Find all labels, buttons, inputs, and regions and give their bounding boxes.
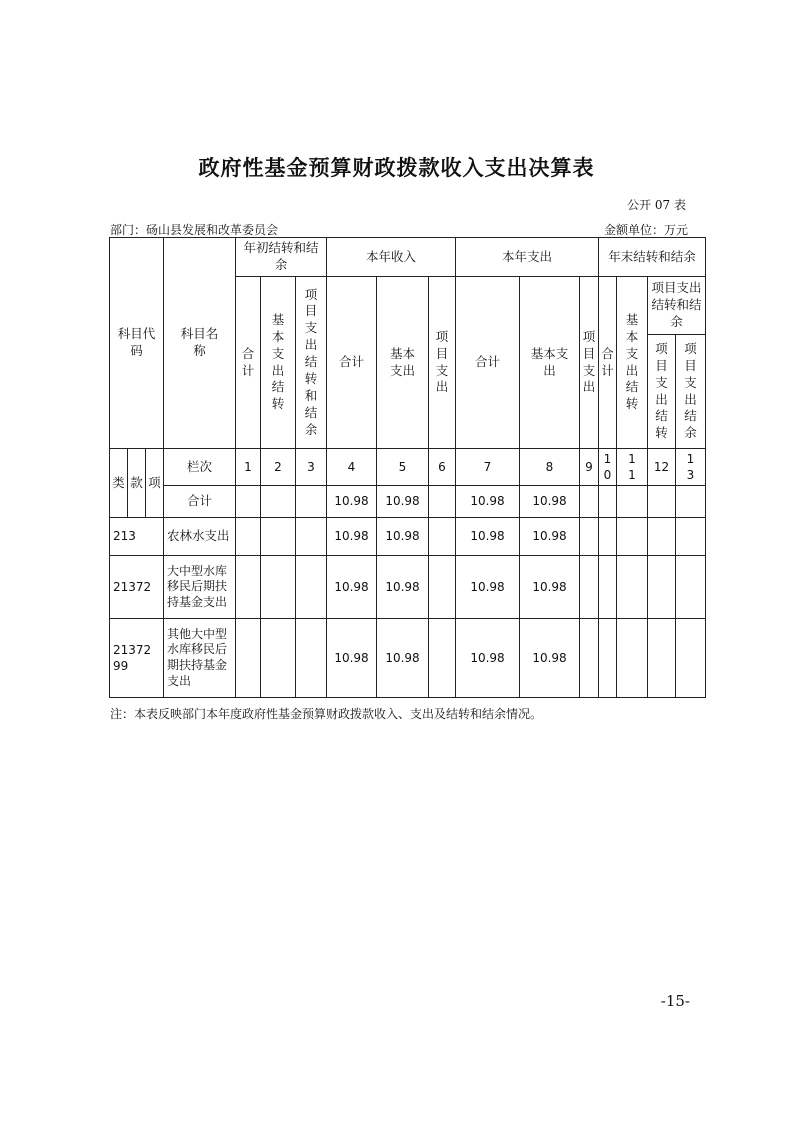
cell-value: 10.98 xyxy=(327,518,377,556)
cell-value: 10.98 xyxy=(456,556,520,619)
table-row xyxy=(110,556,706,619)
header-income-group: 本年收入 xyxy=(327,238,456,277)
cell-value: 10.98 xyxy=(520,619,580,698)
header-begin-total: 合计 xyxy=(236,277,261,449)
cell-value: 10.98 xyxy=(377,619,429,698)
table-note: 注：本表反映部门本年度政府性基金预算财政拨款收入、支出及结转和结余情况。 xyxy=(110,707,543,721)
row-code: 213 xyxy=(110,518,164,556)
header-name: 科目名称 xyxy=(164,238,236,449)
col-number: 8 xyxy=(520,449,580,486)
col-number: 13 xyxy=(676,449,706,486)
cell-value: 10.98 xyxy=(327,619,377,698)
row-name: 大中型水库移民后期扶持基金支出 xyxy=(164,556,236,619)
col-number: 7 xyxy=(456,449,520,486)
cell-value: 10.98 xyxy=(377,518,429,556)
header-end-project-group: 项目支出结转和结余 xyxy=(648,277,706,335)
header-lei: 类 xyxy=(110,449,128,518)
header-kuan: 款 xyxy=(128,449,146,518)
header-expense-total: 合计 xyxy=(456,277,520,449)
table-row xyxy=(110,486,706,518)
cell-value: 10.98 xyxy=(520,518,580,556)
header-end-project-balance: 项目支出结余 xyxy=(676,335,706,449)
row-code: 21372 xyxy=(110,556,164,619)
row-name: 合计 xyxy=(164,486,236,518)
row-name: 其他大中型水库移民后期扶持基金支出 xyxy=(164,619,236,698)
col-number: 1 xyxy=(236,449,261,486)
header-xiang: 项 xyxy=(146,449,164,518)
header-begin-project: 项目支出结转和结余 xyxy=(296,277,327,449)
header-expense-project: 项目支出 xyxy=(580,277,599,449)
cell-value: 10.98 xyxy=(520,486,580,518)
header-expense-group: 本年支出 xyxy=(456,238,599,277)
header-income-project: 项目支出 xyxy=(429,277,456,449)
col-number: 3 xyxy=(296,449,327,486)
department-label: 部门：砀山县发展和改革委员会 xyxy=(110,223,279,237)
cell-value: 10.98 xyxy=(377,556,429,619)
page-title: 政府性基金预算财政拨款收入支出决算表 xyxy=(198,156,595,180)
header-lanci: 栏次 xyxy=(164,449,236,486)
form-number: 公开 07 表 xyxy=(627,198,686,212)
col-number: 6 xyxy=(429,449,456,486)
row-name: 农林水支出 xyxy=(164,518,236,556)
col-number: 5 xyxy=(377,449,429,486)
cell-value: 10.98 xyxy=(377,486,429,518)
cell-value: 10.98 xyxy=(327,486,377,518)
header-begin-basic: 基本支出结转 xyxy=(261,277,296,449)
cell-value: 10.98 xyxy=(327,556,377,619)
col-number: 11 xyxy=(617,449,648,486)
cell-value: 10.98 xyxy=(456,619,520,698)
header-end-group: 年末结转和结余 xyxy=(599,238,706,277)
header-end-basic: 基本支出结转 xyxy=(617,277,648,449)
table-row xyxy=(110,619,706,698)
header-end-project-carry: 项目支出结转 xyxy=(648,335,676,449)
header-expense-basic: 基本支出 xyxy=(520,277,580,449)
header-code: 科目代码 xyxy=(110,238,164,449)
cell-value: 10.98 xyxy=(456,486,520,518)
col-number: 12 xyxy=(648,449,676,486)
header-income-total: 合计 xyxy=(327,277,377,449)
col-number: 9 xyxy=(580,449,599,486)
header-income-basic: 基本支出 xyxy=(377,277,429,449)
final-accounts-table xyxy=(109,237,706,698)
col-number: 2 xyxy=(261,449,296,486)
cell-value: 10.98 xyxy=(520,556,580,619)
table-row xyxy=(110,518,706,556)
header-begin-group: 年初结转和结余 xyxy=(236,238,327,277)
unit-label: 金额单位：万元 xyxy=(603,223,688,237)
row-code: 2137299 xyxy=(110,619,164,698)
cell-value: 10.98 xyxy=(456,518,520,556)
col-number: 10 xyxy=(599,449,617,486)
col-number: 4 xyxy=(327,449,377,486)
header-end-total: 合计 xyxy=(599,277,617,449)
page-number: -15- xyxy=(660,992,690,1010)
